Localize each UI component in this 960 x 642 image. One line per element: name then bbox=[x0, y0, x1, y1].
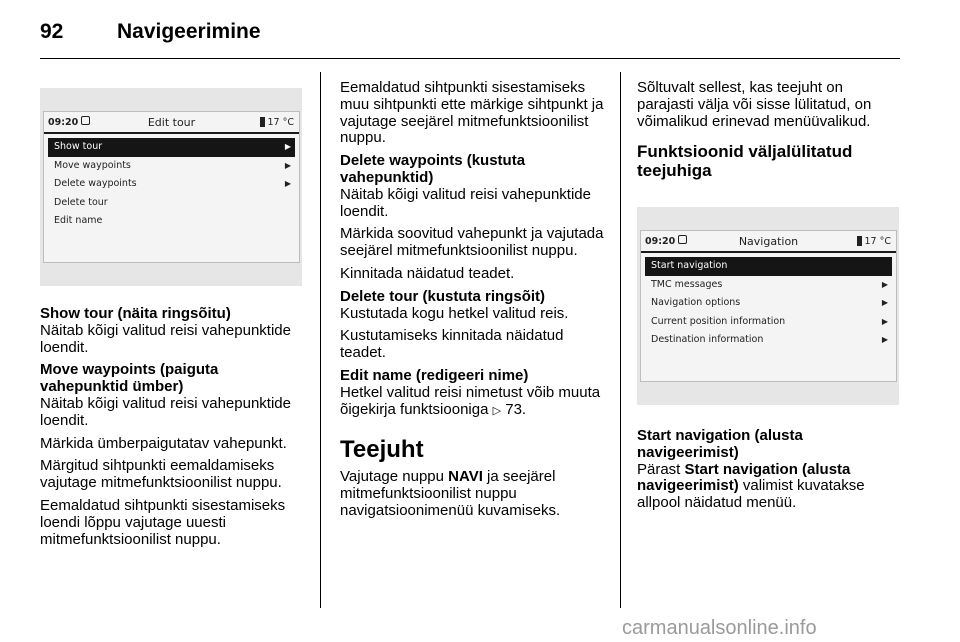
chevron-right-icon: ▶ bbox=[881, 279, 888, 289]
watermark: carmanualsonline.info bbox=[622, 617, 817, 639]
paragraph: Märgitud sihtpunkti eemaldamiseks vajutage mitmefunktsioonilist nuppu. bbox=[40, 457, 282, 492]
paragraph: Hetkel valitud reisi nimetust võib muuta õigekirja funktsiooniga ▷ 73. bbox=[340, 383, 601, 418]
screen-title: Edit tour bbox=[147, 116, 196, 129]
navigation-screen bbox=[640, 230, 897, 382]
screen-status-bar bbox=[44, 112, 299, 134]
chevron-right-icon: ▶ bbox=[284, 142, 291, 151]
chevron-right-icon: ▶ bbox=[881, 298, 888, 307]
paragraph: Eemaldatud sihtpunkti sisestamiseks loendi lõppu vajutage uuesti mitmefunktsioonilist nuppu. bbox=[40, 496, 286, 548]
figure-edit-tour bbox=[40, 88, 302, 286]
heading-delete-tour: Delete tour (kustuta ringsõit) bbox=[340, 287, 546, 305]
heading-functions-guidance-off: Funktsioonid väljalülitatud teejuhiga bbox=[637, 142, 853, 181]
menu-item-tmc-messages[interactable]: TMC messages ▶ bbox=[645, 276, 892, 295]
paragraph: Eemaldatud sihtpunkti sisestamiseks muu sihtpunkti ette märkige sihtpunkt ja vajutage seejärel mitmefunktsioonilist nuppu. bbox=[340, 79, 604, 147]
menu-item-delete-tour[interactable]: Delete tour bbox=[54, 196, 108, 208]
paragraph: Näitab kõigi valitud reisi vahepunktide loendit. bbox=[40, 394, 291, 429]
page-number: 92 bbox=[40, 20, 64, 43]
paragraph: Pärast Start navigation (alusta navigeerimist) valimist kuvatakse allpool näidatud menüü. bbox=[637, 460, 865, 512]
screen-time: 09:20 bbox=[645, 236, 676, 247]
paragraph: Märkida soovitud vahepunkt ja vajutada seejärel mitmefunktsioonilist nuppu. bbox=[340, 225, 604, 260]
page-title: Navigeerimine bbox=[117, 20, 261, 43]
page-reference-link[interactable]: 73. bbox=[505, 400, 527, 418]
screen-title: Navigation bbox=[738, 235, 799, 248]
chevron-right-icon: ▶ bbox=[881, 335, 888, 344]
menu-item-show-tour[interactable]: Show tour ▶ bbox=[48, 138, 295, 157]
column-divider-2 bbox=[620, 72, 621, 608]
column-3 bbox=[637, 80, 902, 196]
column-2 bbox=[340, 80, 608, 526]
fuel-gauge-icon bbox=[857, 236, 862, 246]
chevron-right-icon: ▶ bbox=[284, 179, 291, 188]
heading-move-waypoints: Move waypoints (paiguta vahepunktid ümber) bbox=[40, 361, 219, 396]
paragraph: Kinnitada näidatud teadet. bbox=[340, 264, 515, 282]
paragraph: Kustutamiseks kinnitada näidatud teadet. bbox=[340, 327, 564, 362]
navi-button-label: NAVI bbox=[448, 468, 483, 486]
heading-teejuht: Teejuht bbox=[340, 436, 424, 464]
paragraph: Sõltuvalt sellest, kas teejuht on parajasti välja või sisse lülitatud, on võimalikud erinevad menüüvalikud. bbox=[637, 79, 872, 130]
screen-status-bar bbox=[641, 231, 896, 253]
menu-item-destination-info[interactable]: Destination information ▶ bbox=[645, 331, 892, 350]
menu-item-edit-name[interactable]: Edit name bbox=[54, 215, 103, 226]
heading-show-tour: Show tour (näita ringsõitu) bbox=[40, 305, 231, 322]
figure-navigation bbox=[637, 207, 899, 405]
menu-item-move-waypoints[interactable]: Move waypoints ▶ bbox=[48, 157, 295, 176]
column-1 bbox=[40, 306, 308, 554]
menu-item-delete-waypoints[interactable]: Delete waypoints ▶ bbox=[48, 175, 295, 194]
screen-menu bbox=[44, 134, 299, 231]
column-3-lower bbox=[637, 428, 902, 518]
paragraph: Vajutage nuppu NAVI ja seejärel mitmefunktsioonilist nuppu navigatsioonimenüü kuvamiseks. bbox=[340, 468, 561, 519]
heading-start-navigation: Start navigation (alusta navigeerimist) bbox=[637, 427, 803, 461]
chevron-right-icon: ▶ bbox=[284, 160, 291, 170]
screen-temperature: 17 °C bbox=[857, 236, 892, 247]
paragraph: Kustutada kogu hetkel valitud reis. bbox=[340, 304, 569, 322]
fuel-gauge-icon bbox=[260, 117, 265, 127]
menu-item-navigation-options[interactable]: Navigation options ▶ bbox=[645, 294, 892, 313]
paragraph: Näitab kõigi valitud reisi vahepunktide loendit. bbox=[40, 321, 291, 356]
edit-tour-screen bbox=[43, 111, 300, 263]
menu-item-current-position[interactable]: Current position information ▶ bbox=[645, 313, 892, 332]
menu-item-start-navigation[interactable]: Start navigation bbox=[645, 257, 892, 276]
screen-menu bbox=[641, 253, 896, 350]
header-rule bbox=[40, 58, 900, 59]
screen-temperature: 17 °C bbox=[260, 117, 295, 128]
heading-delete-waypoints: Delete waypoints (kustuta vahepunktid) bbox=[340, 152, 526, 186]
arrow-right-outline-icon: ▷ bbox=[492, 404, 502, 417]
column-divider-1 bbox=[320, 72, 321, 608]
screen-time: 09:20 bbox=[48, 117, 79, 128]
paragraph: Märkida ümberpaigutatav vahepunkt. bbox=[40, 434, 287, 452]
heading-edit-name: Edit name (redigeeri nime) bbox=[340, 366, 529, 384]
paragraph: Näitab kõigi valitud reisi vahepunktide loendit. bbox=[340, 185, 591, 220]
chevron-right-icon: ▶ bbox=[881, 316, 888, 326]
